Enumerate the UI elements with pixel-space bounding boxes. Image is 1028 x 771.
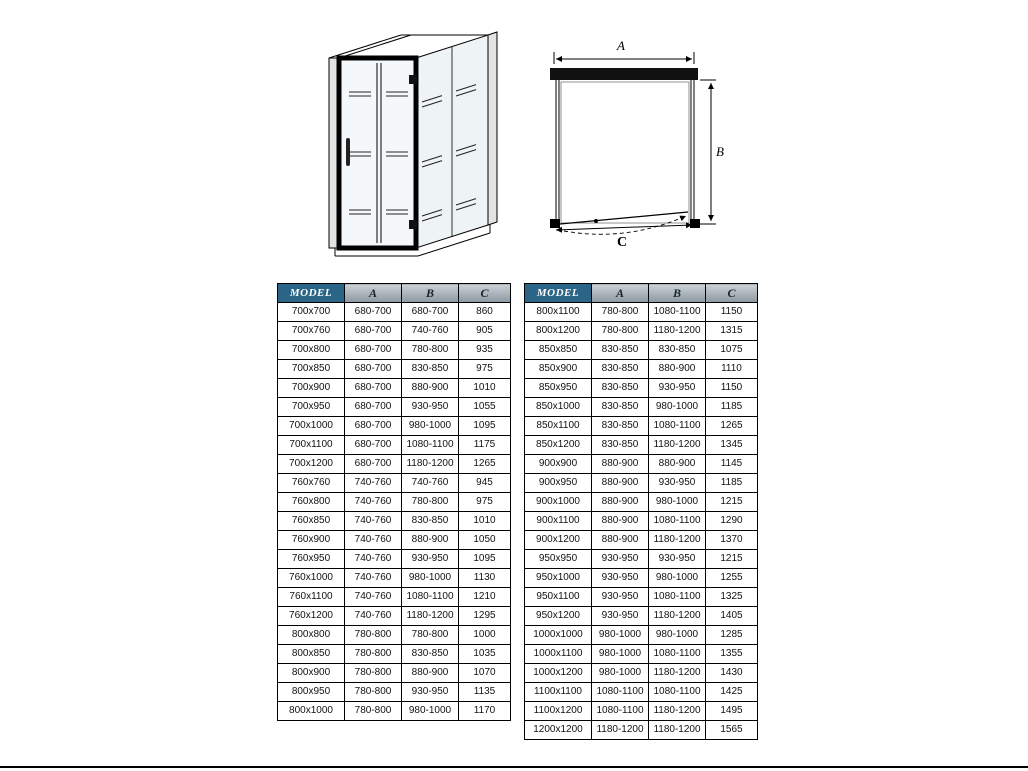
dimension-cell: 1080-1100 [402, 436, 459, 455]
dimension-cell: 1080-1100 [649, 303, 706, 322]
dimension-cell: 680-700 [345, 341, 402, 360]
dimension-cell: 930-950 [402, 683, 459, 702]
table-row [525, 531, 758, 550]
dimension-cell: 1265 [706, 417, 758, 436]
dimension-cell: 740-760 [345, 607, 402, 626]
table-header-row [525, 284, 758, 303]
model-cell: 700x950 [278, 398, 345, 417]
model-cell: 1200x1200 [525, 721, 592, 740]
dimension-cell: 1255 [706, 569, 758, 588]
dimension-cell: 1080-1100 [402, 588, 459, 607]
column-header-model: MODEL [278, 284, 345, 303]
open-door-panel [560, 212, 688, 224]
dimension-cell: 930-950 [592, 550, 649, 569]
dimension-cell: 830-850 [402, 512, 459, 531]
model-cell: 700x800 [278, 341, 345, 360]
table-row [278, 474, 511, 493]
table-row [525, 398, 758, 417]
dimension-cell: 980-1000 [402, 702, 459, 721]
table-row [525, 493, 758, 512]
dimension-cell: 1180-1200 [649, 436, 706, 455]
model-cell: 850x1200 [525, 436, 592, 455]
dimension-cell: 1345 [706, 436, 758, 455]
dimension-cell: 880-900 [649, 360, 706, 379]
model-cell: 900x900 [525, 455, 592, 474]
model-cell: 850x900 [525, 360, 592, 379]
model-cell: 1000x1100 [525, 645, 592, 664]
dimension-cell: 1210 [459, 588, 511, 607]
dimension-cell: 830-850 [592, 341, 649, 360]
dimension-cell: 1130 [459, 569, 511, 588]
dimension-cell: 1145 [706, 455, 758, 474]
model-cell: 850x850 [525, 341, 592, 360]
dimension-cell: 1095 [459, 417, 511, 436]
dimension-cell: 680-700 [345, 322, 402, 341]
table-row [278, 341, 511, 360]
model-cell: 800x850 [278, 645, 345, 664]
dimension-cell: 1180-1200 [402, 607, 459, 626]
dimension-cell: 680-700 [345, 455, 402, 474]
dimension-cell: 930-950 [402, 398, 459, 417]
model-cell: 700x760 [278, 322, 345, 341]
dimension-cell: 1180-1200 [649, 531, 706, 550]
table-row [278, 550, 511, 569]
dimension-cell: 930-950 [649, 550, 706, 569]
dimension-cell: 905 [459, 322, 511, 341]
dimension-cell: 1215 [706, 493, 758, 512]
dimension-cell: 1405 [706, 607, 758, 626]
model-cell: 850x950 [525, 379, 592, 398]
dimension-cell: 1265 [459, 455, 511, 474]
table-row [278, 645, 511, 664]
dimension-cell: 980-1000 [592, 645, 649, 664]
model-cell: 700x700 [278, 303, 345, 322]
table-row [525, 322, 758, 341]
dimension-cell: 1180-1200 [402, 455, 459, 474]
model-cell: 950x1100 [525, 588, 592, 607]
table-row [525, 607, 758, 626]
dimension-cell: 1010 [459, 379, 511, 398]
dimension-cell: 880-900 [592, 531, 649, 550]
side-walls [556, 80, 694, 225]
dimension-cell: 830-850 [592, 360, 649, 379]
dimension-b [700, 80, 716, 224]
dimension-cell: 945 [459, 474, 511, 493]
model-cell: 760x850 [278, 512, 345, 531]
fixed-panel-top [550, 68, 698, 80]
model-cell: 800x1000 [278, 702, 345, 721]
model-cell: 900x950 [525, 474, 592, 493]
right-wall-profile [488, 32, 497, 225]
dimension-cell: 780-800 [345, 626, 402, 645]
dimension-cell: 1175 [459, 436, 511, 455]
model-cell: 1000x1000 [525, 626, 592, 645]
dimension-cell: 1080-1100 [649, 588, 706, 607]
dimension-cell: 880-900 [402, 664, 459, 683]
column-header-a: A [345, 284, 402, 303]
model-cell: 900x1000 [525, 493, 592, 512]
column-header-b: B [649, 284, 706, 303]
table-row [278, 436, 511, 455]
dimension-cell: 980-1000 [649, 493, 706, 512]
dimension-cell: 880-900 [402, 531, 459, 550]
table-row [278, 455, 511, 474]
dim-label-c: C [616, 235, 628, 250]
table-row [278, 702, 511, 721]
model-cell: 950x950 [525, 550, 592, 569]
dimension-cell: 830-850 [592, 379, 649, 398]
dimension-cell: 680-700 [345, 303, 402, 322]
dimension-cell: 1070 [459, 664, 511, 683]
dimension-cell: 680-700 [345, 398, 402, 417]
dimension-cell: 1080-1100 [649, 645, 706, 664]
dimension-cell: 980-1000 [649, 398, 706, 417]
model-cell: 1100x1200 [525, 702, 592, 721]
dimension-cell: 780-800 [345, 645, 402, 664]
table-row [525, 474, 758, 493]
dimension-cell: 1180-1200 [649, 322, 706, 341]
dimension-cell: 880-900 [592, 493, 649, 512]
table-row [278, 322, 511, 341]
model-cell: 700x1000 [278, 417, 345, 436]
dimension-a [554, 52, 694, 64]
dimension-cell: 830-850 [592, 417, 649, 436]
dimension-cell: 1080-1100 [592, 683, 649, 702]
dim-label-a: A [617, 38, 625, 53]
model-cell: 760x900 [278, 531, 345, 550]
dimension-cell: 680-700 [345, 436, 402, 455]
dim-label-b: B [716, 144, 724, 159]
dimension-cell: 780-800 [402, 341, 459, 360]
dimension-cell: 740-760 [345, 550, 402, 569]
dimension-cell: 880-900 [649, 455, 706, 474]
model-cell: 950x1200 [525, 607, 592, 626]
table-row [525, 341, 758, 360]
model-cell: 800x950 [278, 683, 345, 702]
model-cell: 800x1100 [525, 303, 592, 322]
dimension-cell: 930-950 [592, 569, 649, 588]
dimension-cell: 1135 [459, 683, 511, 702]
dimension-cell: 1000 [459, 626, 511, 645]
hinge-top [409, 75, 417, 84]
dimension-cell: 740-760 [345, 531, 402, 550]
table-row [278, 569, 511, 588]
table-row [525, 455, 758, 474]
dimension-cell: 1295 [459, 607, 511, 626]
model-cell: 760x1100 [278, 588, 345, 607]
model-cell: 700x1100 [278, 436, 345, 455]
dimension-cell: 980-1000 [592, 664, 649, 683]
door-swing-arc [564, 216, 686, 234]
model-cell: 800x1200 [525, 322, 592, 341]
dimension-cell: 830-850 [402, 645, 459, 664]
dimension-c [556, 225, 692, 230]
dimension-cell: 1315 [706, 322, 758, 341]
dimension-cell: 830-850 [402, 360, 459, 379]
dimension-cell: 1185 [706, 398, 758, 417]
dimension-cell: 1285 [706, 626, 758, 645]
dimension-cell: 780-800 [345, 702, 402, 721]
size-table-right [524, 283, 758, 740]
dimension-cell: 880-900 [592, 455, 649, 474]
dimension-cell: 1355 [706, 645, 758, 664]
dimension-cell: 1180-1200 [649, 607, 706, 626]
dimension-cell: 1110 [706, 360, 758, 379]
dimension-cell: 1055 [459, 398, 511, 417]
column-header-c: C [459, 284, 511, 303]
table-row [525, 721, 758, 740]
dimension-cell: 680-700 [345, 360, 402, 379]
dimension-cell: 1180-1200 [592, 721, 649, 740]
model-cell: 760x950 [278, 550, 345, 569]
model-cell: 1100x1100 [525, 683, 592, 702]
model-cell: 760x800 [278, 493, 345, 512]
isometric-shower-drawing [250, 20, 505, 275]
door-pivot [594, 219, 598, 223]
dimension-cell: 1080-1100 [649, 512, 706, 531]
dimension-cell: 680-700 [345, 379, 402, 398]
bottom-divider [0, 766, 1028, 768]
table-row [278, 493, 511, 512]
table-row [278, 626, 511, 645]
dimension-cell: 980-1000 [649, 626, 706, 645]
model-cell: 900x1200 [525, 531, 592, 550]
table-row [525, 303, 758, 322]
model-cell: 760x760 [278, 474, 345, 493]
dimension-cell: 830-850 [592, 436, 649, 455]
dimension-cell: 880-900 [402, 379, 459, 398]
column-header-c: C [706, 284, 758, 303]
model-cell: 800x900 [278, 664, 345, 683]
dimension-cell: 1180-1200 [649, 664, 706, 683]
dimension-cell: 780-800 [402, 493, 459, 512]
dimension-cell: 1495 [706, 702, 758, 721]
dimension-cell: 1080-1100 [649, 417, 706, 436]
wall-profile-right [690, 219, 700, 228]
dimension-cell: 1180-1200 [649, 702, 706, 721]
dimension-cell: 740-760 [402, 322, 459, 341]
dimension-cell: 680-700 [345, 417, 402, 436]
dimension-cell: 1080-1100 [649, 683, 706, 702]
dimension-cell: 830-850 [592, 398, 649, 417]
table-row [525, 436, 758, 455]
tray-outline [561, 82, 689, 223]
dimension-cell: 930-950 [592, 588, 649, 607]
model-cell: 800x800 [278, 626, 345, 645]
dimension-cell: 1325 [706, 588, 758, 607]
dimension-cell: 980-1000 [402, 417, 459, 436]
dimension-cell: 975 [459, 360, 511, 379]
dimension-cell: 1095 [459, 550, 511, 569]
dimension-cell: 1180-1200 [649, 721, 706, 740]
dimension-cell: 1290 [706, 512, 758, 531]
dimension-cell: 1425 [706, 683, 758, 702]
column-header-model: MODEL [525, 284, 592, 303]
table-row [278, 379, 511, 398]
dimension-cell: 930-950 [402, 550, 459, 569]
model-cell: 700x850 [278, 360, 345, 379]
model-cell: 850x1100 [525, 417, 592, 436]
table-row [525, 569, 758, 588]
size-table-left [277, 283, 511, 721]
table-row [525, 664, 758, 683]
model-cell: 950x1000 [525, 569, 592, 588]
table-row [278, 360, 511, 379]
column-header-b: B [402, 284, 459, 303]
dimension-cell: 930-950 [649, 474, 706, 493]
table-row [278, 398, 511, 417]
dimension-cell: 740-760 [345, 588, 402, 607]
table-row [525, 645, 758, 664]
model-cell: 1000x1200 [525, 664, 592, 683]
dimension-cell: 740-760 [402, 474, 459, 493]
hinge-bottom [409, 220, 417, 229]
dimension-cell: 1035 [459, 645, 511, 664]
dimension-cell: 740-760 [345, 569, 402, 588]
dimension-cell: 1370 [706, 531, 758, 550]
dimension-cell: 1080-1100 [592, 702, 649, 721]
dimension-cell: 860 [459, 303, 511, 322]
table-row [525, 360, 758, 379]
dimension-cell: 1010 [459, 512, 511, 531]
dimension-cell: 780-800 [345, 683, 402, 702]
dimension-cell: 1170 [459, 702, 511, 721]
dimension-cell: 980-1000 [649, 569, 706, 588]
dimension-cell: 830-850 [649, 341, 706, 360]
dimension-cell: 1565 [706, 721, 758, 740]
dimension-cell: 740-760 [345, 474, 402, 493]
model-cell: 900x1100 [525, 512, 592, 531]
wall-profile-left [550, 219, 560, 228]
dimension-cell: 880-900 [592, 512, 649, 531]
dimension-cell: 780-800 [345, 664, 402, 683]
table-row [525, 588, 758, 607]
dimension-cell: 1185 [706, 474, 758, 493]
table-row [525, 417, 758, 436]
dimension-cell: 1075 [706, 341, 758, 360]
dimension-cell: 975 [459, 493, 511, 512]
dimension-cell: 930-950 [592, 607, 649, 626]
dimension-cell: 1050 [459, 531, 511, 550]
model-cell: 700x900 [278, 379, 345, 398]
top-view-dimension-drawing [528, 28, 728, 258]
dimension-cell: 780-800 [592, 303, 649, 322]
table-row [278, 588, 511, 607]
model-cell: 850x1000 [525, 398, 592, 417]
table-row [525, 512, 758, 531]
table-header-row [278, 284, 511, 303]
table-row [525, 683, 758, 702]
table-row [278, 417, 511, 436]
dimension-cell: 880-900 [592, 474, 649, 493]
dimension-cell: 980-1000 [592, 626, 649, 645]
table-row [525, 379, 758, 398]
table-row [278, 512, 511, 531]
table-row [525, 550, 758, 569]
column-header-a: A [592, 284, 649, 303]
table-row [278, 664, 511, 683]
table-row [278, 531, 511, 550]
dimension-cell: 740-760 [345, 493, 402, 512]
dimension-cell: 780-800 [592, 322, 649, 341]
dimension-cell: 680-700 [402, 303, 459, 322]
dimension-cell: 1215 [706, 550, 758, 569]
model-cell: 700x1200 [278, 455, 345, 474]
table-row [525, 702, 758, 721]
dimension-cell: 1150 [706, 303, 758, 322]
dimension-cell: 930-950 [649, 379, 706, 398]
dimension-cell: 1150 [706, 379, 758, 398]
table-row [278, 683, 511, 702]
dimension-cell: 1430 [706, 664, 758, 683]
model-cell: 760x1000 [278, 569, 345, 588]
model-cell: 760x1200 [278, 607, 345, 626]
dimension-cell: 980-1000 [402, 569, 459, 588]
table-row [525, 626, 758, 645]
dimension-cell: 780-800 [402, 626, 459, 645]
dimension-cell: 740-760 [345, 512, 402, 531]
dimension-cell: 935 [459, 341, 511, 360]
table-row [278, 303, 511, 322]
table-row [278, 607, 511, 626]
